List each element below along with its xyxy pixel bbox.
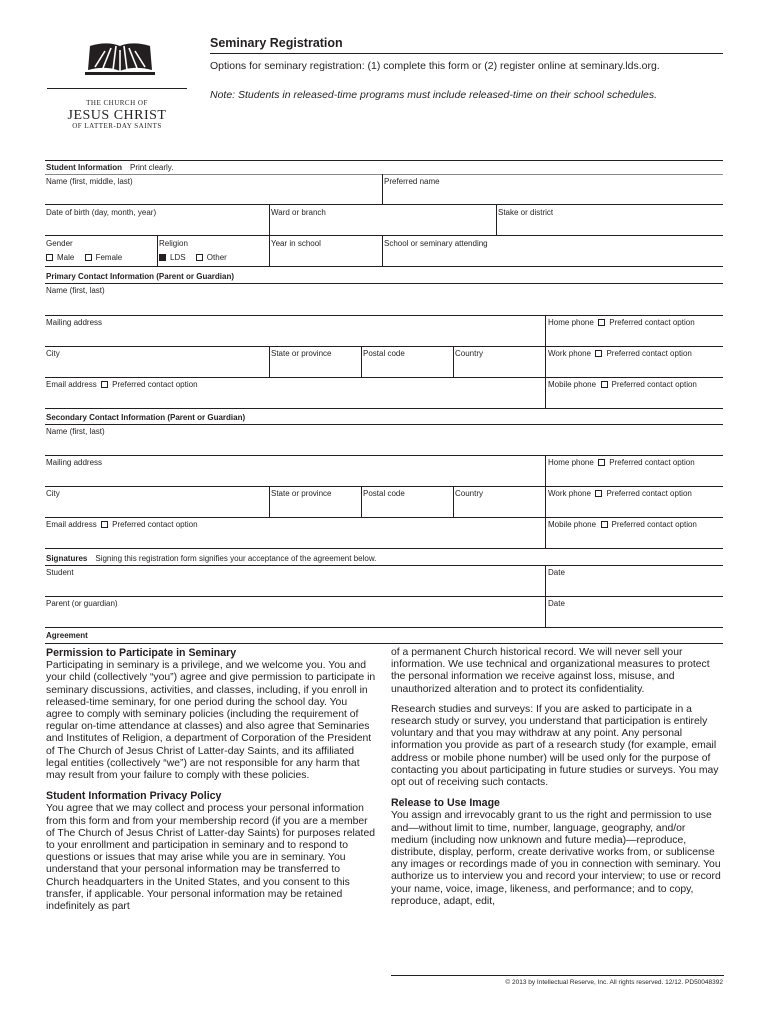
primary-state-field[interactable]: State or province — [271, 349, 332, 358]
religion-options: LDS Other — [159, 253, 235, 262]
church-name: THE CHURCH OF JESUS CHRIST OF LATTER-DAY SAINTS — [67, 99, 167, 131]
secondary-email-field[interactable]: Email address Preferred contact option — [46, 520, 198, 529]
primary-work-pref-checkbox[interactable] — [595, 350, 602, 357]
release-text: You assign and irrevocably grant to us the right and permission to use and—without limit to time, number, language, geography, and/or medium (including now unknown and future media)—reproduce, distribute, display, perform, create derivative works from, or sublicense any images or recordings made of you in connection with seminary. You authorize us to interview you and record your interview; to use or record your name, voice, image, likeness, and performance; and to copy, reproduce, adapt, edit, — [391, 810, 721, 907]
year-in-school-field[interactable]: Year in school — [271, 239, 321, 248]
gender-options: Male Female — [46, 253, 130, 262]
school-field[interactable]: School or seminary attending — [384, 239, 488, 248]
primary-section-title: Primary Contact Information (Parent or Guardian) — [46, 272, 235, 281]
primary-work-phone-field[interactable]: Work phone Preferred contact option — [548, 349, 692, 358]
book-logo-icon — [85, 40, 155, 76]
secondary-mobile-phone-field[interactable]: Mobile phone Preferred contact option — [548, 520, 697, 529]
primary-mailing-field[interactable]: Mailing address — [46, 318, 103, 327]
gender-label: Gender — [46, 239, 73, 248]
secondary-state-field[interactable]: State or province — [271, 489, 332, 498]
parent-signature-field[interactable]: Parent (or guardian) — [46, 599, 118, 608]
intro-text: Options for seminary registration: (1) complete this form or (2) register online at seminary.lds.org. — [210, 60, 660, 72]
male-checkbox[interactable] — [46, 254, 53, 261]
primary-email-field[interactable]: Email address Preferred contact option — [46, 380, 198, 389]
secondary-email-pref-checkbox[interactable] — [101, 521, 108, 528]
primary-country-field[interactable]: Country — [455, 349, 484, 358]
lds-checkbox[interactable] — [159, 254, 166, 261]
note-text: Note: Students in released-time programs must include released-time on their school schedules. — [210, 89, 658, 101]
primary-mobile-phone-field[interactable]: Mobile phone Preferred contact option — [548, 380, 697, 389]
primary-email-pref-checkbox[interactable] — [101, 381, 108, 388]
secondary-home-pref-checkbox[interactable] — [598, 459, 605, 466]
primary-mobile-pref-checkbox[interactable] — [601, 381, 608, 388]
title-rule — [210, 53, 723, 54]
copyright-footer: © 2013 by Intellectual Reserve, Inc. All rights reserved. 12/12. PD50048392 — [505, 979, 723, 986]
permission-heading: Permission to Participate in Seminary — [46, 647, 237, 659]
secondary-postal-field[interactable]: Postal code — [363, 489, 405, 498]
privacy-text-continued: of a permanent Church historical record. We will never sell your information. We use technical and organizational measures to protect the personal information we receive against loss, misuse, and unauthorized alteration and to protect its confidentiality. — [391, 647, 710, 695]
secondary-country-field[interactable]: Country — [455, 489, 484, 498]
primary-home-phone-field[interactable]: Home phone Preferred contact option — [548, 318, 695, 327]
permission-text: Participating in seminary is a privilege, and we welcome you. You and your child (collectively “you”) agree and give permission to participate in seminary discussions, activities, and classes, including, if you enroll in released-time seminary, for one period during the school day. You agree to comply with seminary policies (including the requirement of regular on-time attendance at classes) and also agree that Seminaries and Institutes of Religion, a department of Corporation of the President of The Church of Jesus Christ of Latter-day Saints, and its affiliated legal entities (collectively “we”) are not responsible for any harm that may result from your failure to comply with these policies. — [46, 660, 376, 782]
secondary-section-title: Secondary Contact Information (Parent or Guardian) — [46, 413, 246, 422]
student-section-title: Student Information Print clearly. — [46, 163, 174, 172]
religion-label: Religion — [159, 239, 188, 248]
other-checkbox[interactable] — [196, 254, 203, 261]
secondary-mobile-pref-checkbox[interactable] — [601, 521, 608, 528]
student-name-field[interactable]: Name (first, middle, last) — [46, 177, 133, 186]
female-checkbox[interactable] — [85, 254, 92, 261]
secondary-home-phone-field[interactable]: Home phone Preferred contact option — [548, 458, 695, 467]
dob-field[interactable]: Date of birth (day, month, year) — [46, 208, 157, 217]
secondary-work-phone-field[interactable]: Work phone Preferred contact option — [548, 489, 692, 498]
footer-rule — [391, 975, 724, 976]
stake-field[interactable]: Stake or district — [498, 208, 554, 217]
privacy-heading: Student Information Privacy Policy — [46, 790, 222, 803]
privacy-text: You agree that we may collect and process your personal information from this form and from your membership record (if you are a member of The Church of Jesus Christ of Latter-day Saints) for purposes related to your enrollment and participation in seminary and to respond to questions or issues that may arise while you are in seminary. You understand that your personal information may be transferred to Church headquarters in the United States, and you consent to this transfer, if applicable. Your personal information may be retained indefinitely as part — [46, 803, 376, 913]
agreement-right-column — [391, 647, 724, 916]
research-text: Research studies and surveys: If you are asked to participate in a research study or survey, you understand that participation is entirely voluntary and that you may withdraw at any point. Any personal information you provide as part of a research study (for example, email address or mobile phone number) will be used only for the purpose of contacting you about participating in future studies or surveys. You may opt out of receiving such contacts. — [391, 703, 719, 789]
logo-divider — [47, 88, 187, 89]
student-date-field[interactable]: Date — [548, 568, 565, 577]
primary-city-field[interactable]: City — [46, 349, 60, 358]
form-title: Seminary Registration — [210, 36, 343, 50]
secondary-name-field[interactable]: Name (first, last) — [46, 427, 105, 436]
primary-postal-field[interactable]: Postal code — [363, 349, 405, 358]
secondary-city-field[interactable]: City — [46, 489, 60, 498]
signatures-section-title: Signatures Signing this registration form signifies your acceptance of the agreement below. — [46, 554, 377, 563]
secondary-mailing-field[interactable]: Mailing address — [46, 458, 103, 467]
parent-date-field[interactable]: Date — [548, 599, 565, 608]
agreement-section-title: Agreement — [46, 631, 88, 640]
ward-field[interactable]: Ward or branch — [271, 208, 326, 217]
release-heading: Release to Use Image — [391, 797, 500, 810]
student-signature-field[interactable]: Student — [46, 568, 74, 577]
primary-home-pref-checkbox[interactable] — [598, 319, 605, 326]
agreement-left-column — [46, 647, 376, 921]
preferred-name-field[interactable]: Preferred name — [384, 177, 440, 186]
secondary-work-pref-checkbox[interactable] — [595, 490, 602, 497]
primary-name-field[interactable]: Name (first, last) — [46, 286, 105, 295]
